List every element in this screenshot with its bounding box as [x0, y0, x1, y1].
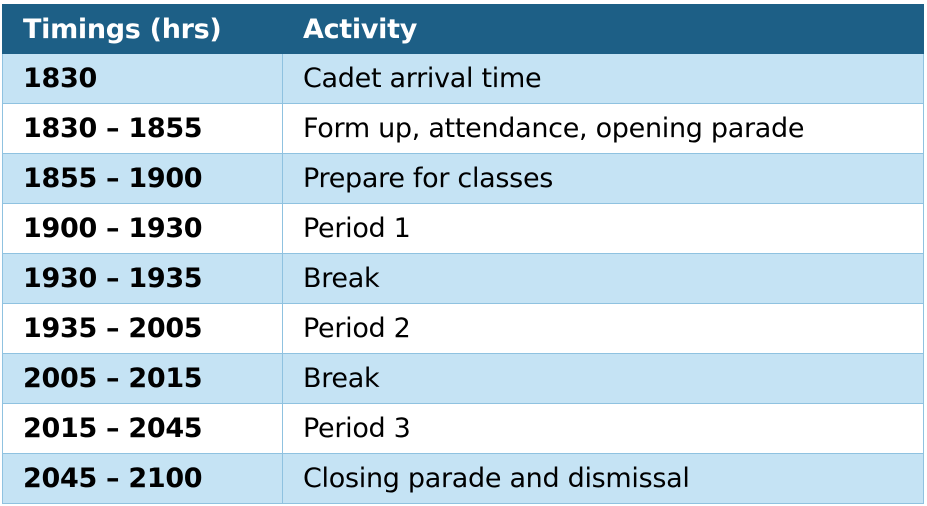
activity-cell: Period 2 [283, 304, 924, 354]
time-cell: 1900 – 1930 [3, 204, 283, 254]
table-row [3, 104, 924, 154]
activity-cell: Closing parade and dismissal [283, 454, 924, 504]
header-timings: Timings (hrs) [3, 5, 283, 54]
header-row [3, 5, 924, 54]
time-cell: 1855 – 1900 [3, 154, 283, 204]
table-row [3, 354, 924, 404]
table-row [3, 254, 924, 304]
activity-cell: Form up, attendance, opening parade [283, 104, 924, 154]
table-row [3, 304, 924, 354]
time-cell: 2015 – 2045 [3, 404, 283, 454]
table-row [3, 204, 924, 254]
activity-cell: Prepare for classes [283, 154, 924, 204]
time-cell: 2045 – 2100 [3, 454, 283, 504]
header-activity: Activity [283, 5, 924, 54]
schedule-table [2, 4, 924, 504]
activity-cell: Cadet arrival time [283, 54, 924, 104]
schedule-table-container [2, 4, 923, 504]
time-cell: 1930 – 1935 [3, 254, 283, 304]
table-row [3, 454, 924, 504]
table-row [3, 54, 924, 104]
table-row [3, 154, 924, 204]
time-cell: 2005 – 2015 [3, 354, 283, 404]
table-row [3, 404, 924, 454]
time-cell: 1830 [3, 54, 283, 104]
time-cell: 1830 – 1855 [3, 104, 283, 154]
activity-cell: Break [283, 354, 924, 404]
activity-cell: Period 3 [283, 404, 924, 454]
activity-cell: Period 1 [283, 204, 924, 254]
time-cell: 1935 – 2005 [3, 304, 283, 354]
activity-cell: Break [283, 254, 924, 304]
